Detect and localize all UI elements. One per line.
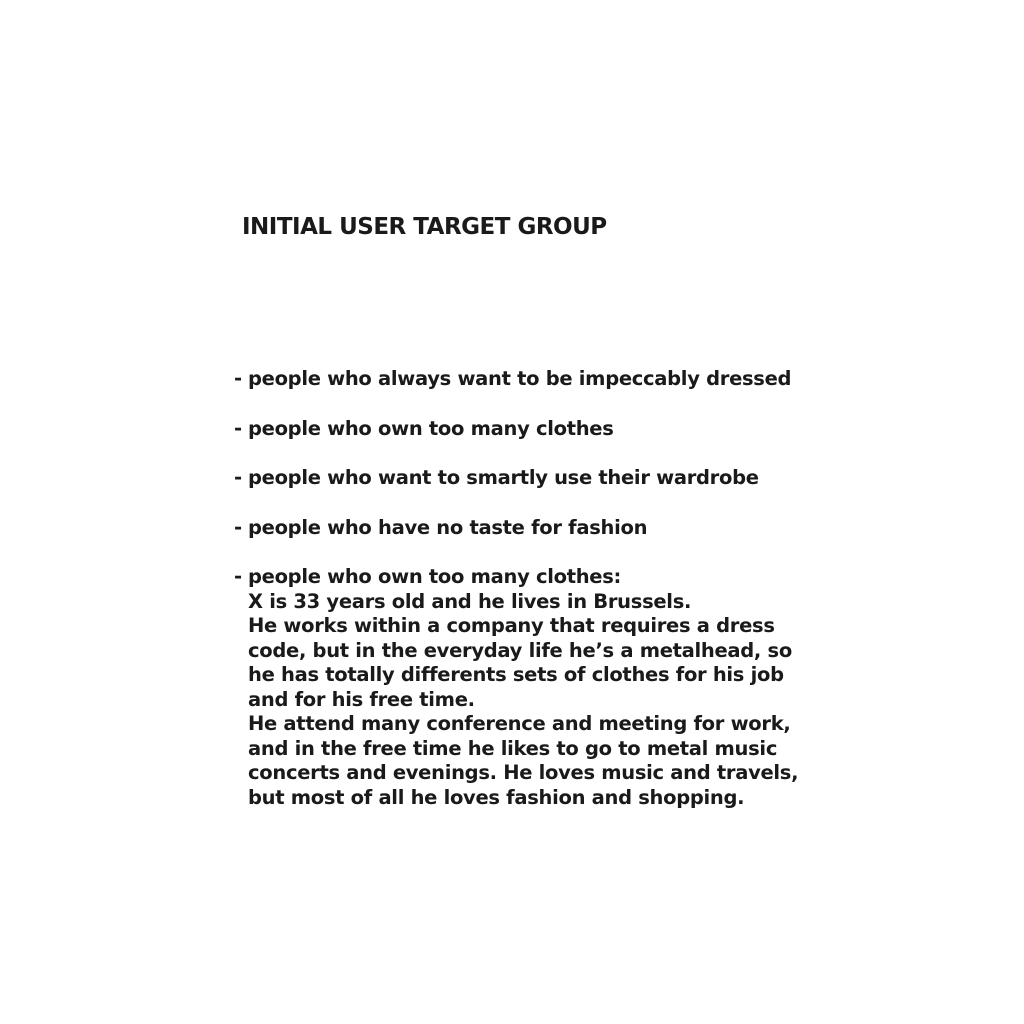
list-item	[234, 364, 798, 414]
list-item	[234, 463, 798, 513]
list-item	[234, 414, 798, 464]
persona-item	[234, 565, 798, 810]
list-item-text: people who always want to be impeccably dressed	[248, 367, 792, 390]
bullet-dash: -	[234, 565, 242, 588]
persona-heading: people who own too many clothes:	[248, 565, 622, 588]
persona-line: He attend many conference and meeting for work,	[248, 712, 791, 735]
page-title: INITIAL USER TARGET GROUP	[242, 214, 607, 240]
persona-line: X is 33 years old and he lives in Brussels.	[248, 589, 692, 613]
persona-line: concerts and evenings. He loves music and travels,	[248, 761, 799, 784]
bullet-dash: -	[234, 416, 242, 440]
target-group-list	[234, 364, 798, 810]
bullet-dash: -	[234, 515, 242, 539]
bullet-dash: -	[234, 367, 242, 390]
persona-line: He works within a company that requires a dress	[248, 614, 775, 637]
list-item-text: people who want to smartly use their wardrobe	[248, 466, 759, 489]
persona-line: and in the free time he likes to go to metal music	[248, 736, 778, 760]
persona-line: but most of all he loves fashion and shopping.	[248, 785, 745, 809]
persona-line: and for his free time.	[248, 687, 475, 711]
list-item-text: people who have no taste for fashion	[248, 515, 648, 539]
list-item	[234, 513, 798, 563]
persona-line: he has totally differents sets of clothes for his job	[248, 663, 784, 686]
list-item-text: people who own too many clothes	[248, 416, 614, 440]
persona-line: code, but in the everyday life he’s a metalhead, so	[248, 638, 792, 662]
bullet-dash: -	[234, 466, 242, 489]
